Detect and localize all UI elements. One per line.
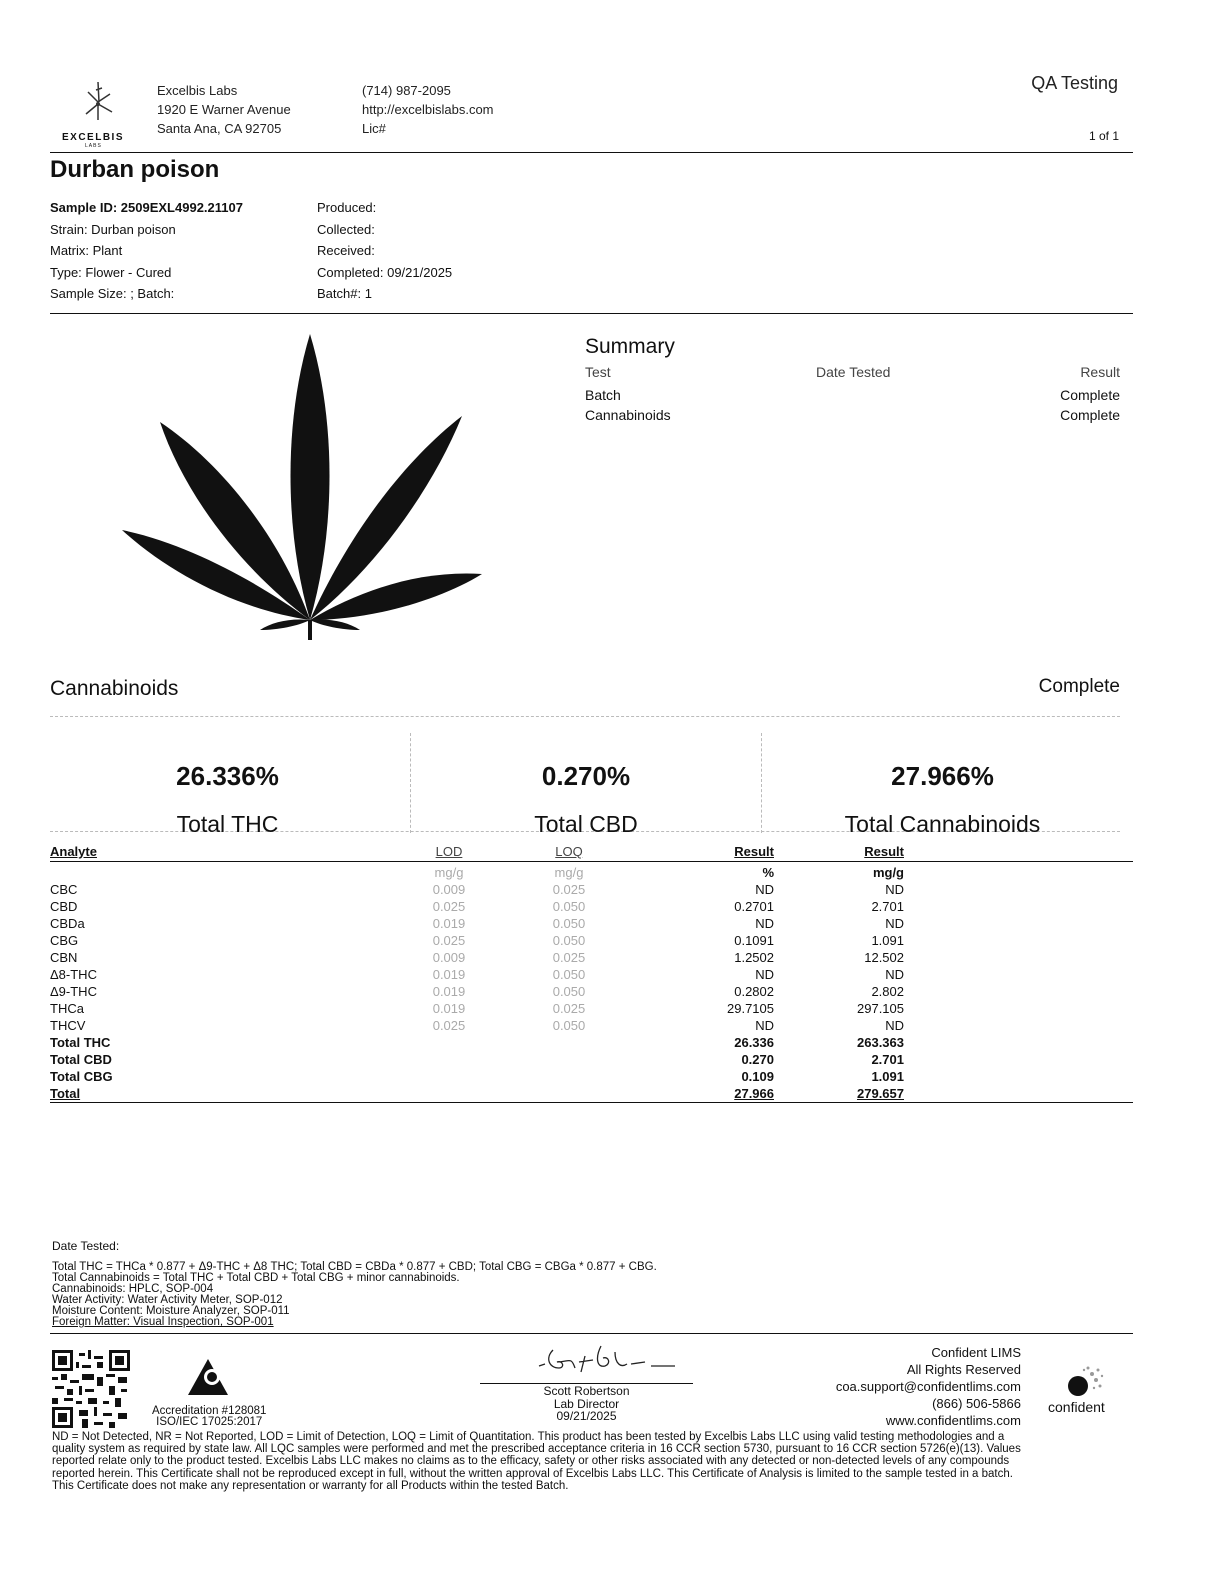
table-row <box>50 983 1133 1000</box>
total-row <box>50 1034 1133 1051</box>
unit-mg: mg/g <box>872 865 904 880</box>
sample-matrix: Matrix: Plant <box>50 243 123 258</box>
total-cbd-card <box>410 733 762 837</box>
disclaimer-line: This Certificate does not make any representation or warranty for all Products within the tested Batch. <box>52 1479 569 1492</box>
col-analyte: Analyte <box>50 844 97 859</box>
lims-email[interactable]: coa.support@confidentlims.com <box>835 1379 1021 1394</box>
disclaimer-line: ND = Not Detected, NR = Not Reported, LOD = Limit of Detection, LOQ = Limit of Quantitation. This product has been tested by Excelbis Labs LLC using valid testing methodologies and a <box>52 1431 1005 1443</box>
summary-test-name: Cannabinoids <box>585 407 671 423</box>
analyte-mg: 297.105 <box>857 1001 904 1016</box>
note-total-thc-formula: Total THC = THCa * 0.877 + Δ9-THC + Δ8 THC; Total CBD = CBDa * 0.877 + CBD; Total CBG = CBGa * 0.877 + CBG. <box>52 1261 657 1273</box>
lab-website: http://excelbislabs.com <box>362 102 494 117</box>
disclaimer-line: reported relate only to the product tested. Excelbis Labs LLC makes no claims as to the efficacy, safety or other risks associated with any detected or non-detected levels of any compounds <box>52 1455 1010 1468</box>
analyte-mg: 12.502 <box>864 950 904 965</box>
table-row <box>50 949 1133 966</box>
report-type: QA Testing <box>1031 73 1118 93</box>
analyte-mg: ND <box>885 882 904 897</box>
sample-size: Sample Size: ; Batch: <box>50 286 175 301</box>
iso-standard: ISO/IEC 17025:2017 <box>156 1416 263 1428</box>
batch-number: Batch#: 1 <box>317 286 372 301</box>
unit-lod: mg/g <box>434 865 464 880</box>
analyte-lod: 0.009 <box>432 950 466 965</box>
total-name: Total CBG <box>50 1069 113 1084</box>
total-thc-value: 26.336% <box>176 761 279 791</box>
total-pct: 0.270 <box>741 1052 774 1067</box>
analyte-name: Δ8-THC <box>50 967 97 982</box>
analyte-mg: 2.802 <box>871 984 904 999</box>
lims-phone: (866) 506-5866 <box>932 1396 1021 1411</box>
analyte-pct: ND <box>755 967 774 982</box>
total-name: Total THC <box>50 1035 111 1050</box>
total-row <box>50 1068 1133 1085</box>
sample-type: Type: Flower - Cured <box>50 264 172 280</box>
signer-name: Scott Robertson <box>543 1384 630 1398</box>
analyte-loq: 0.050 <box>552 967 586 982</box>
summary-col-date: Date Tested <box>816 364 891 380</box>
analyte-lod: 0.019 <box>432 967 466 982</box>
results-table <box>50 864 1133 1102</box>
lab-address-line2: Santa Ana, CA 92705 <box>157 121 282 136</box>
analyte-pct: ND <box>755 882 774 897</box>
analyte-pct: 0.1091 <box>734 933 774 948</box>
total-thc-label: Total THC <box>176 811 279 837</box>
cannabis-leaf-icon <box>110 330 520 640</box>
cannabinoids-title: Cannabinoids <box>50 677 179 700</box>
total-cbd-label: Total CBD <box>534 811 638 837</box>
lims-rights: All Rights Reserved <box>906 1362 1021 1377</box>
analyte-lod: 0.019 <box>432 984 466 999</box>
summary-test-name: Batch <box>585 387 621 403</box>
analyte-loq: 0.050 <box>552 1018 586 1033</box>
signature-date: 09/21/2025 <box>556 1409 617 1423</box>
analyte-mg: 1.091 <box>871 933 904 948</box>
col-loq: LOQ <box>555 844 583 859</box>
analyte-loq: 0.050 <box>552 916 586 931</box>
qr-code-icon <box>52 1350 130 1428</box>
date-completed: Completed: 09/21/2025 <box>317 264 453 280</box>
pjla-logo-icon <box>178 1355 238 1401</box>
table-row <box>50 1017 1133 1034</box>
sample-strain: Strain: Durban poison <box>50 221 176 237</box>
total-name: Total <box>50 1086 81 1101</box>
confident-logo <box>1048 1358 1118 1418</box>
analyte-pct: 0.2802 <box>734 984 774 999</box>
total-cbd-value: 0.270% <box>541 761 631 791</box>
analyte-mg: ND <box>885 916 904 931</box>
analyte-name: CBC <box>50 882 78 897</box>
lab-name: Excelbis Labs <box>157 83 238 98</box>
table-bottom-rule <box>50 1102 1133 1103</box>
disclaimer-line: reported herein. This Certificate shall not be reproduced except in full, without the written approval of Excelbis Labs LLC. This Certificate of Analysis is limited to the sample tested in a batch. <box>52 1467 1013 1480</box>
note-cannabinoids-method: Cannabinoids: HPLC, SOP-004 <box>52 1283 214 1295</box>
summary-result: Complete <box>1060 387 1120 403</box>
analyte-loq: 0.050 <box>552 933 586 948</box>
analyte-lod: 0.025 <box>432 1018 466 1033</box>
total-mg: 279.657 <box>857 1086 904 1101</box>
lab-license: Lic# <box>362 121 386 136</box>
accreditation-number: Accreditation #128081 <box>152 1405 267 1417</box>
date-tested-label: Date Tested: <box>52 1239 120 1253</box>
product-title: Durban poison <box>50 156 220 183</box>
info-rule <box>50 313 1133 314</box>
results-table-header <box>50 844 1133 862</box>
star-burst-icon <box>58 80 138 136</box>
note-total-cannabinoids-formula: Total Cannabinoids = Total THC + Total CBD + Total CBG + minor cannabinoids. <box>52 1272 460 1284</box>
table-row <box>50 898 1133 915</box>
logo-text: EXCELBIS <box>62 132 125 143</box>
header-rule <box>50 152 1133 153</box>
analyte-loq: 0.050 <box>552 899 586 914</box>
cannabinoids-status: Complete <box>1038 676 1120 697</box>
table-row <box>50 881 1133 898</box>
table-row <box>50 1000 1133 1017</box>
analyte-name: THCa <box>50 1001 84 1016</box>
analyte-mg: ND <box>885 967 904 982</box>
analyte-loq: 0.025 <box>552 882 586 897</box>
total-mg: 263.363 <box>857 1035 904 1050</box>
analyte-mg: 2.701 <box>871 899 904 914</box>
summary-result: Complete <box>1060 407 1120 423</box>
analyte-name: CBDa <box>50 916 85 931</box>
analyte-name: CBD <box>50 899 78 914</box>
col-result-mg: Result <box>864 844 904 859</box>
disclaimer-line: quality system as required by state law. All LQC samples were performed and met the prescribed acceptance criteria in 16 CCR section 5730, pursuant to 16 CCR section 5726(e)(13). Values <box>52 1443 1021 1456</box>
confident-dots-icon <box>1058 1358 1108 1398</box>
sample-id: Sample ID: 2509EXL4992.21107 <box>50 200 243 215</box>
accreditation-logo <box>178 1355 238 1406</box>
confident-brand: confident <box>1048 1399 1105 1415</box>
notes-rule <box>50 1333 1133 1334</box>
note-moisture-method: Moisture Content: Moisture Analyzer, SOP-011 <box>52 1305 290 1317</box>
col-result-pct: Result <box>734 844 774 859</box>
total-row <box>50 1051 1133 1068</box>
analyte-name: CBG <box>50 933 79 948</box>
table-header-rule <box>50 861 1133 862</box>
unit-pct: % <box>762 865 774 880</box>
summary-col-test: Test <box>585 364 611 380</box>
date-received: Received: <box>317 243 375 258</box>
summary-row-batch <box>585 387 1120 403</box>
analyte-lod: 0.019 <box>432 916 466 931</box>
analyte-pct: 0.2701 <box>734 899 774 914</box>
lims-name: Confident LIMS <box>931 1345 1021 1360</box>
lab-address-line1: 1920 E Warner Avenue <box>157 102 291 117</box>
lab-phone: (714) 987-2095 <box>362 83 451 98</box>
grand-total-row <box>50 1085 1133 1102</box>
analyte-name: THCV <box>50 1018 86 1033</box>
analyte-lod: 0.025 <box>432 933 466 948</box>
table-row <box>50 932 1133 949</box>
note-foreign-matter-method: Foreign Matter: Visual Inspection, SOP-001 <box>52 1316 274 1328</box>
summary-row-cannabinoids <box>585 407 1120 423</box>
lims-website[interactable]: www.confidentlims.com <box>885 1413 1021 1428</box>
lab-logo <box>58 80 138 150</box>
logo-subtext: LABS <box>85 143 102 149</box>
col-lod: LOD <box>435 844 463 859</box>
analyte-pct: 1.2502 <box>734 950 774 965</box>
analyte-pct: ND <box>755 916 774 931</box>
total-mg: 2.701 <box>871 1052 904 1067</box>
signer-title: Lab Director <box>553 1396 620 1411</box>
total-thc-card <box>50 733 405 837</box>
unit-loq: mg/g <box>554 865 584 880</box>
total-mg: 1.091 <box>871 1069 904 1084</box>
analyte-lod: 0.009 <box>432 882 466 897</box>
analyte-pct: ND <box>755 1018 774 1033</box>
analyte-name: Δ9-THC <box>50 984 97 999</box>
total-pct: 0.109 <box>741 1069 774 1084</box>
page-number: 1 of 1 <box>1088 129 1119 143</box>
total-name: Total CBD <box>50 1052 112 1067</box>
units-row <box>50 864 1133 881</box>
total-cannabinoids-value: 27.966% <box>891 761 994 791</box>
analyte-lod: 0.025 <box>432 899 466 914</box>
summary-title: Summary <box>585 335 675 358</box>
analyte-loq: 0.025 <box>552 1001 586 1016</box>
total-cannabinoids-label: Total Cannabinoids <box>844 811 1041 837</box>
analyte-loq: 0.050 <box>552 984 586 999</box>
note-water-activity-method: Water Activity: Water Activity Meter, SOP-012 <box>52 1294 283 1306</box>
summary-col-result: Result <box>1080 364 1120 380</box>
analyte-pct: 29.7105 <box>727 1001 774 1016</box>
qr-code[interactable] <box>52 1350 130 1428</box>
date-produced: Produced: <box>317 200 377 215</box>
date-collected: Collected: <box>317 221 375 237</box>
total-pct: 26.336 <box>734 1035 774 1050</box>
analyte-lod: 0.019 <box>432 1001 466 1016</box>
signature-image <box>535 1338 685 1382</box>
table-row <box>50 966 1133 983</box>
total-cannabinoids-card <box>765 733 1120 837</box>
analyte-loq: 0.025 <box>552 950 586 965</box>
analyte-mg: ND <box>885 1018 904 1033</box>
analyte-name: CBN <box>50 950 78 965</box>
total-pct: 27.966 <box>734 1086 774 1101</box>
table-row <box>50 915 1133 932</box>
